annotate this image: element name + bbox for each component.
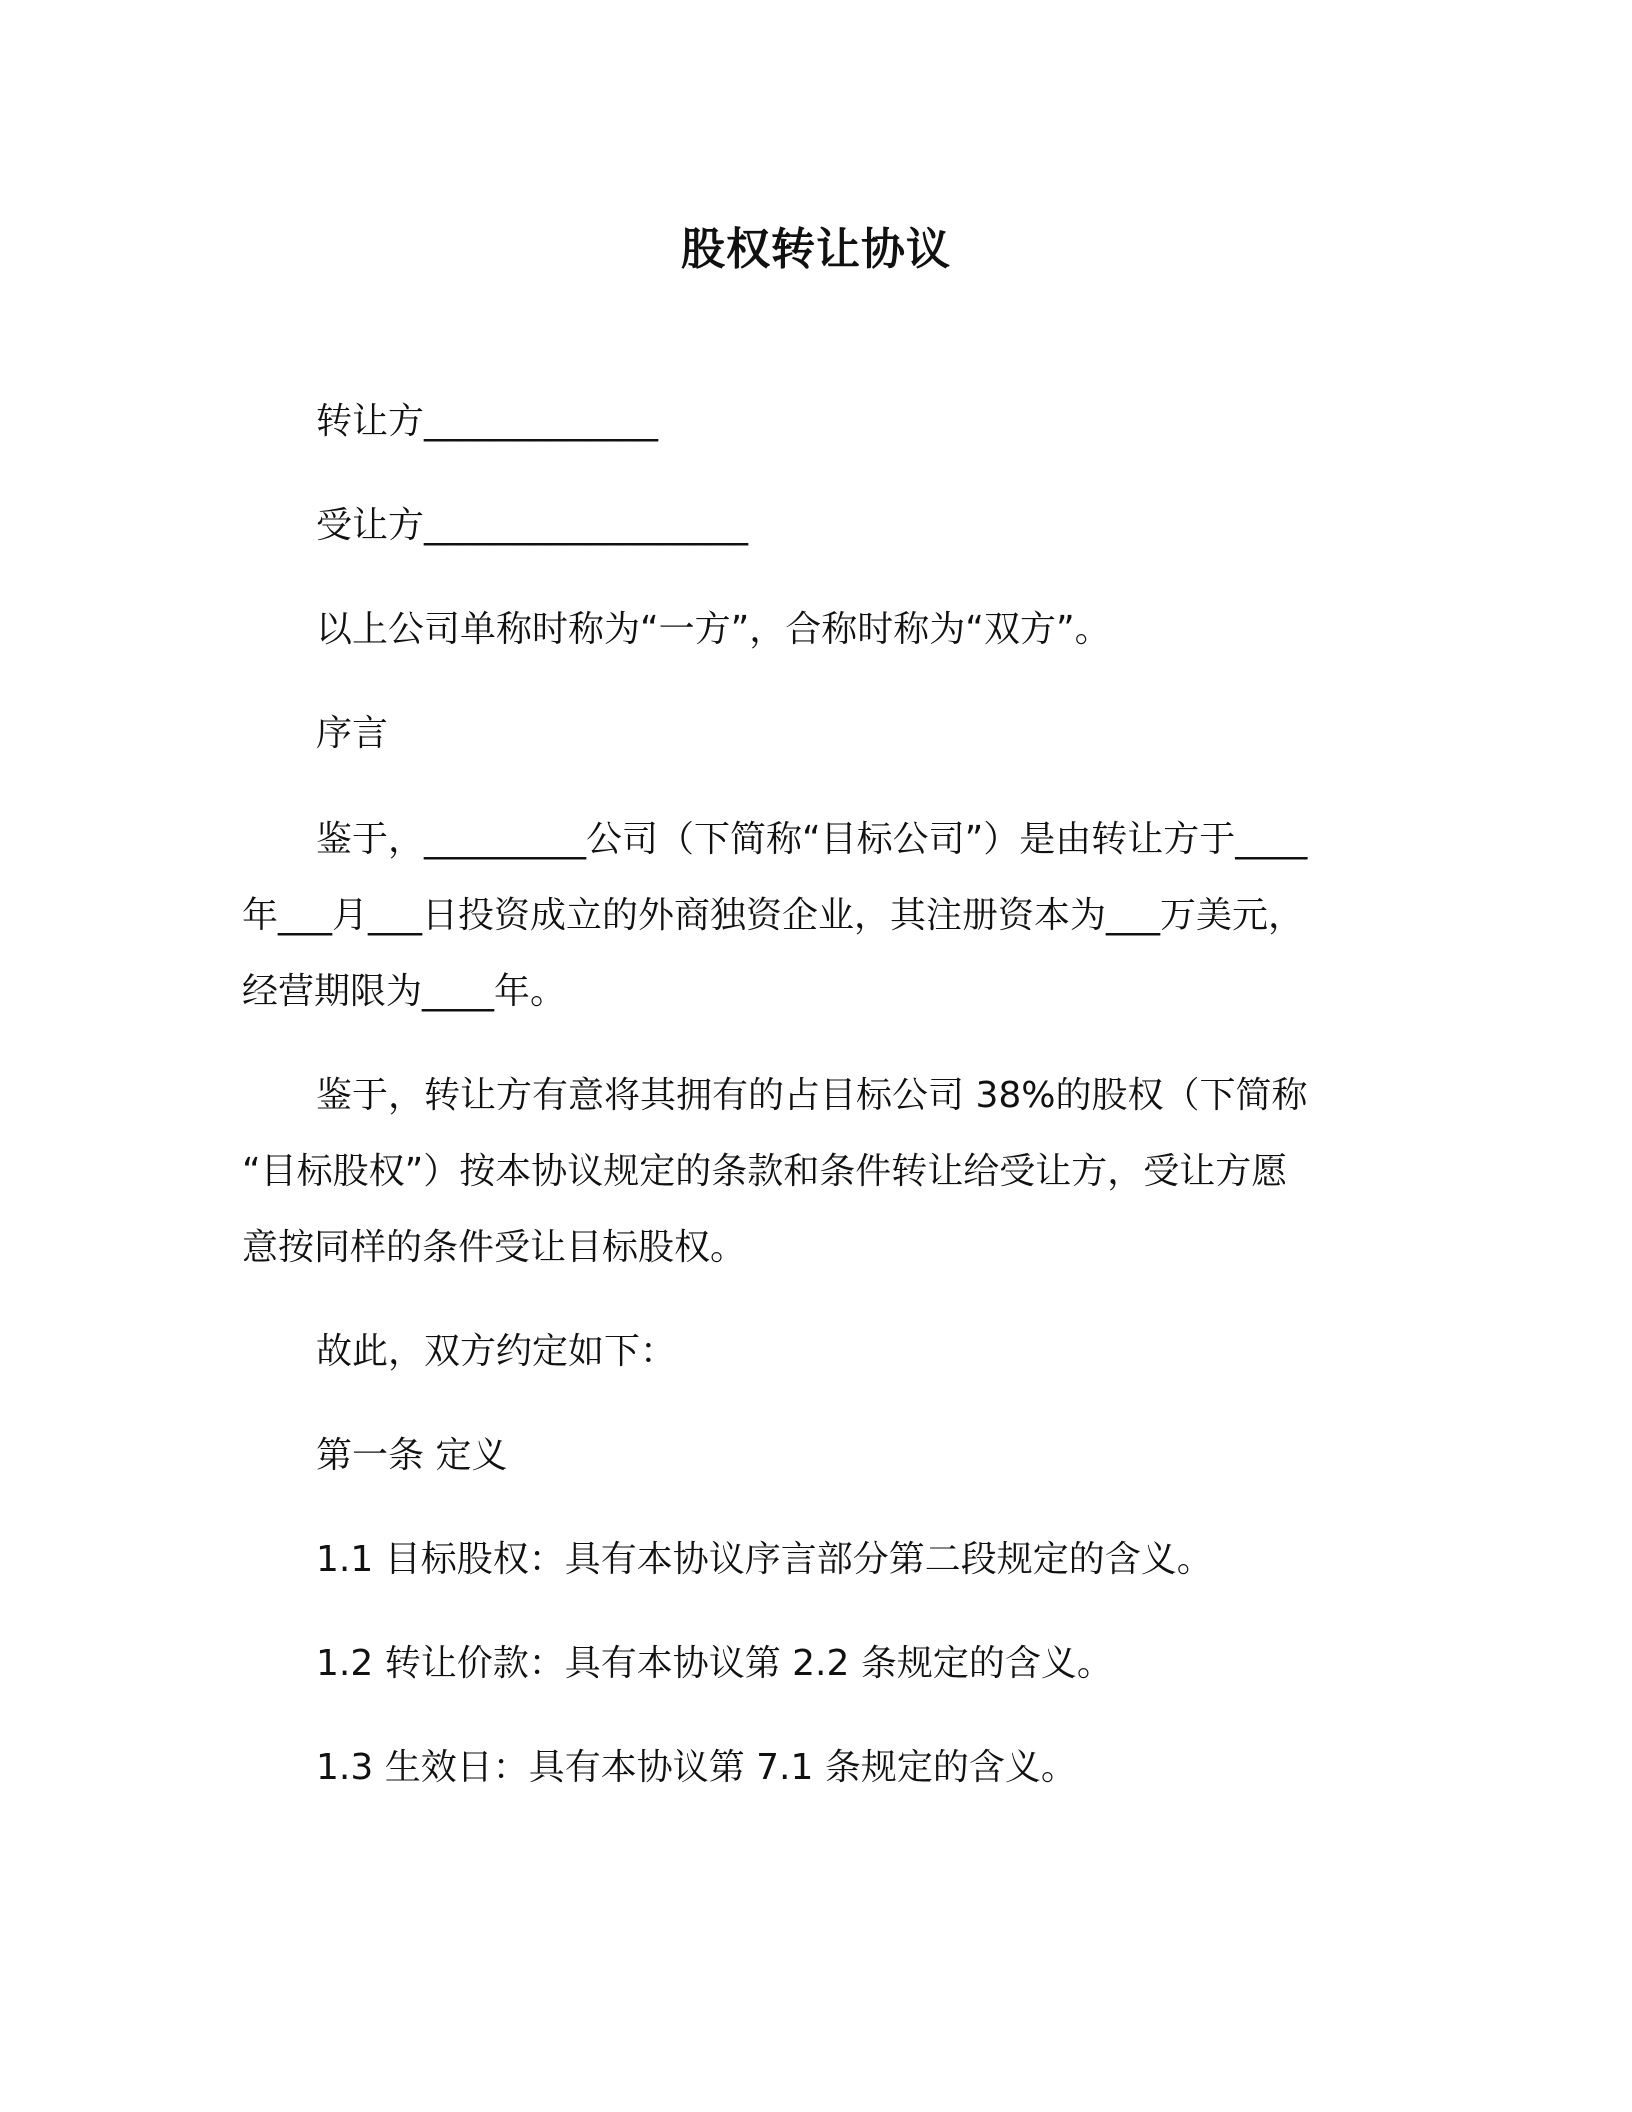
paragraph-line: “目标股权”）按本协议规定的条款和条件转让给受让方，受让方愿 (242, 1151, 1288, 1192)
paragraph-line: 经营期限为____年。 (242, 971, 567, 1012)
preamble-heading: 序言 (316, 713, 389, 754)
paragraph-line: 年___月___日投资成立的外商独资企业，其注册资本为___万美元， (242, 895, 1305, 936)
definition-1-2: 1.2 转让价款：具有本协议第 2.2 条规定的含义。 (316, 1643, 1113, 1684)
transferee-line: 受让方__________________ (316, 505, 749, 546)
paragraph-line: 意按同样的条件受让目标股权。 (242, 1227, 747, 1268)
paragraph-line: 鉴于，转让方有意将其拥有的占目标公司 38%的股权（下简称 (316, 1075, 1308, 1116)
article-1-heading: 第一条 定义 (316, 1435, 508, 1476)
transferor-line: 转让方_____________ (316, 401, 659, 442)
paragraph-line: 鉴于，_________公司（下简称“目标公司”）是由转让方于____ (316, 819, 1308, 860)
agreement-intro: 故此，双方约定如下： (316, 1331, 677, 1372)
definition-1-1: 1.1 目标股权：具有本协议序言部分第二段规定的含义。 (316, 1539, 1213, 1580)
party-naming-text: 以上公司单称时称为“一方”，合称时称为“双方”。 (316, 609, 1111, 650)
definition-1-3: 1.3 生效日：具有本协议第 7.1 条规定的含义。 (316, 1747, 1077, 1788)
document-title: 股权转让协议 (681, 224, 951, 275)
